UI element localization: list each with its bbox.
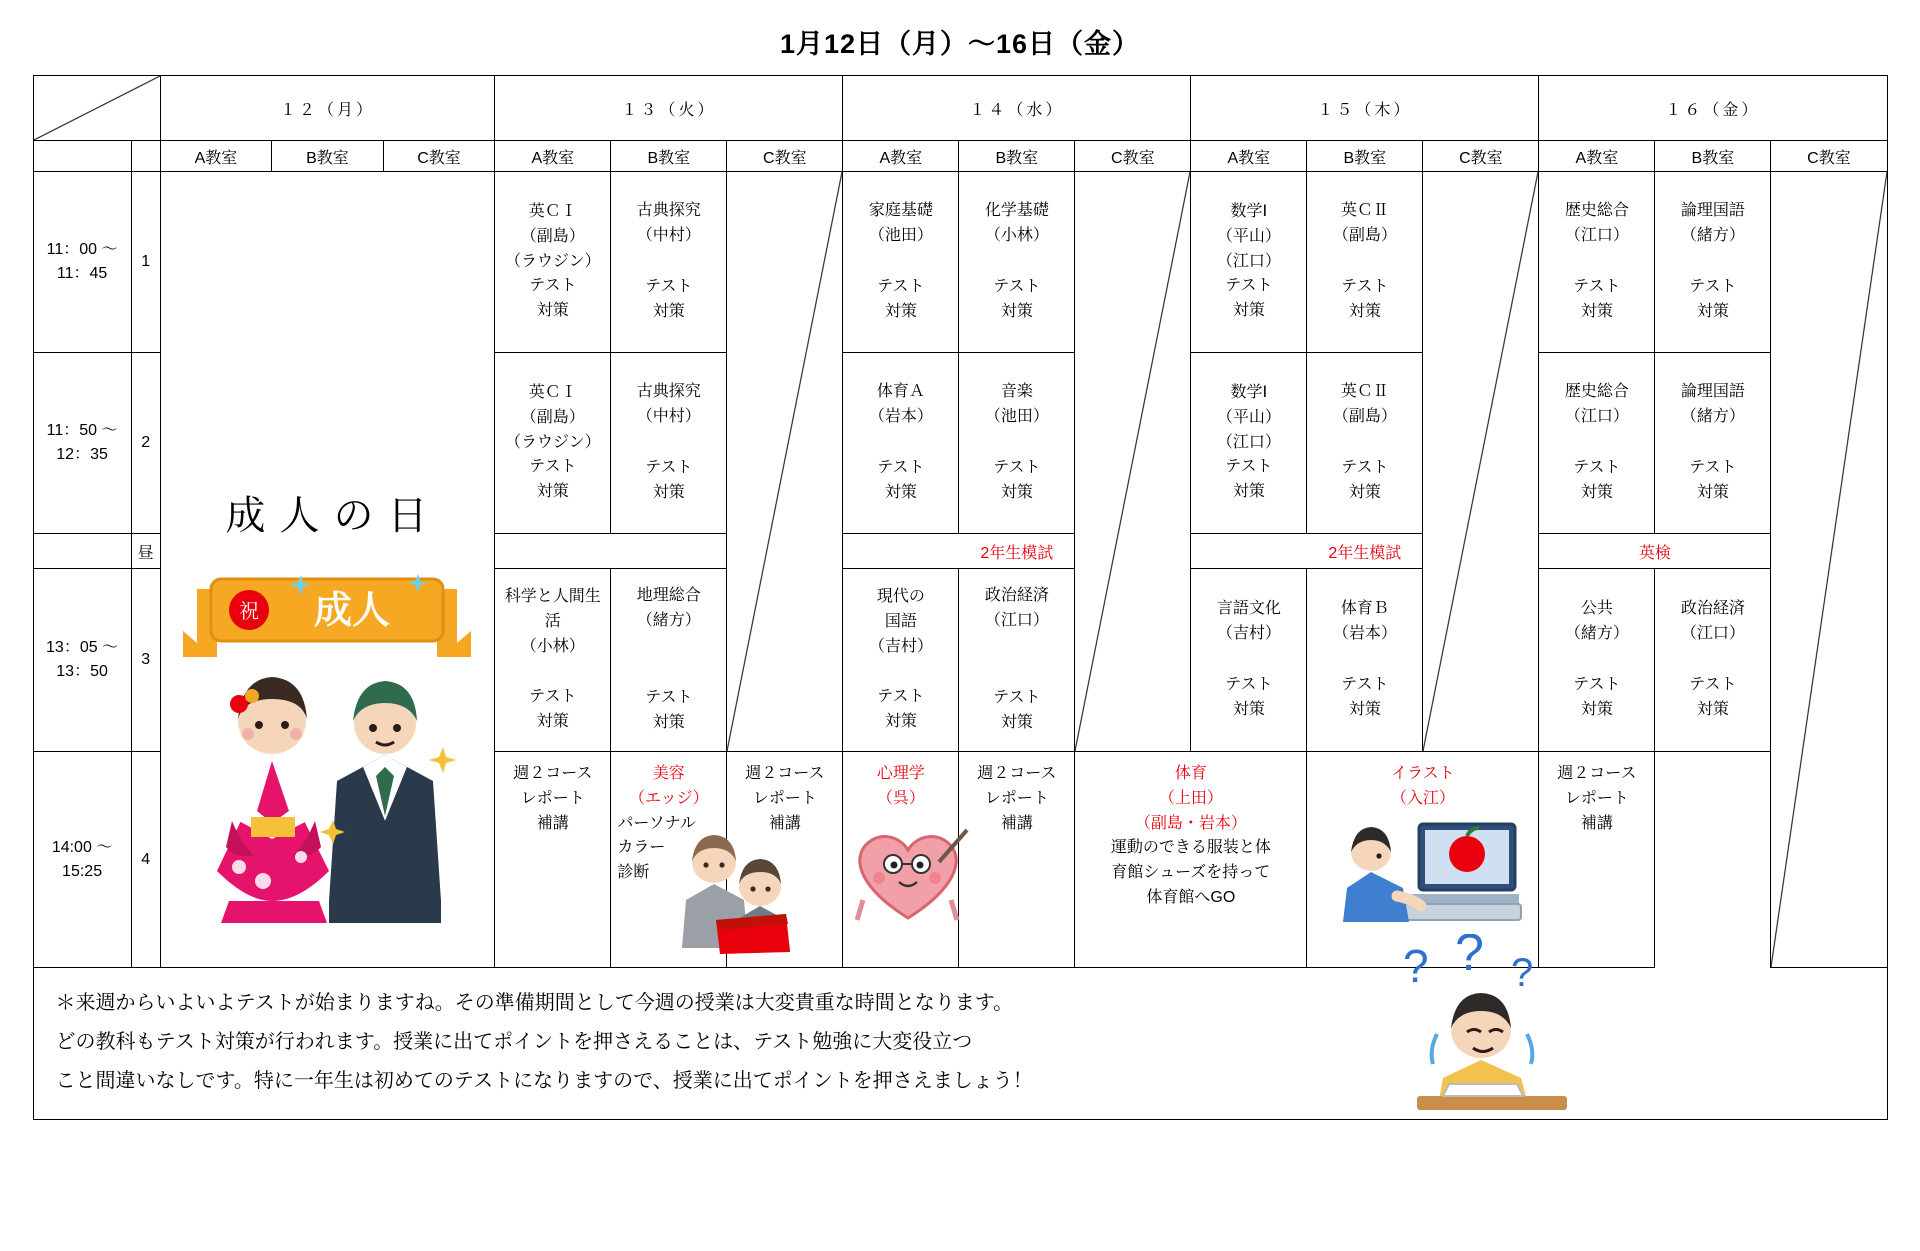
teacher2: （江口） <box>1216 252 1281 270</box>
subject: 論理国語 <box>1680 202 1745 220</box>
detail-line-1: パーソナル <box>617 814 696 832</box>
holiday-char-3: の <box>333 492 376 538</box>
spacer-1 <box>611 634 726 660</box>
course-line-1: 週２コース <box>513 765 593 782</box>
corner-cell <box>33 76 160 141</box>
class-cell-wed-b-p1 <box>959 172 1075 353</box>
course-line-1: 週２コース <box>977 765 1057 782</box>
teacher: （緒方） <box>1680 408 1745 426</box>
holiday-char-1: 成 <box>225 492 268 538</box>
test-note-2: 対策 <box>536 302 569 320</box>
test-note-2: 対策 <box>1348 483 1381 501</box>
time-period-3 <box>33 569 131 752</box>
subject: 古典探究 <box>636 202 701 220</box>
time-sep: 〜 <box>96 838 113 856</box>
day-header-fri: １６（金） <box>1539 76 1887 141</box>
spacer <box>611 249 726 275</box>
period-number-3: 3 <box>131 569 160 752</box>
day-header-wed: １４（水） <box>843 76 1191 141</box>
subject: イラスト <box>1391 765 1455 782</box>
class-cell-thu-a-p3 <box>1191 569 1307 752</box>
room-tue-b: B教室 <box>611 141 727 172</box>
class-cell-thu-b-p4 <box>1075 752 1307 968</box>
room-fri-c: C教室 <box>1771 141 1887 172</box>
period-number-4: 4 <box>131 752 160 968</box>
teacher: （岩本） <box>868 408 933 426</box>
detail-line-3: 体育館へGO <box>1146 888 1236 906</box>
psychology-heart-illustration <box>843 816 958 926</box>
spacer <box>1307 249 1422 275</box>
room-header-blank-num <box>131 141 160 172</box>
test-note-1: テスト <box>645 278 693 295</box>
teacher: （江口） <box>1564 408 1629 426</box>
subject: 化学基礎 <box>984 202 1049 220</box>
course-line-2: レポート <box>984 789 1049 807</box>
test-note-1: テスト <box>877 278 925 295</box>
course-line-1: 週２コース <box>1557 765 1637 782</box>
teacher: （岩本） <box>1332 625 1397 643</box>
teacher2: （江口） <box>1216 433 1281 451</box>
test-note-1: テスト <box>1225 277 1273 295</box>
test-note-2: 対策 <box>1000 483 1033 501</box>
holiday-char-4: 日 <box>387 492 430 538</box>
subject: 英ＣⅡ <box>1340 202 1389 220</box>
exam-banner-wed: 2年生模試 <box>843 534 1191 569</box>
class-cell-wed-a-p2 <box>843 353 959 534</box>
exam-banner-fri: 英検 <box>1539 534 1771 569</box>
teacher: （江口） <box>1564 227 1629 245</box>
teacher: （呉） <box>876 789 925 807</box>
illustration-class-illustration <box>1307 816 1538 926</box>
day-header-mon: １２（月） <box>160 76 495 141</box>
course-line-3: 補講 <box>1580 814 1613 832</box>
class-cell-wed-b-p2 <box>959 353 1075 534</box>
test-note-2: 対策 <box>1000 713 1033 731</box>
test-note-2: 対策 <box>1696 700 1729 718</box>
subject-line-2: 活 <box>544 612 561 630</box>
spacer <box>843 659 958 685</box>
class-cell-fri-a-p2 <box>1539 353 1655 534</box>
holiday-char-2: 人 <box>279 492 322 538</box>
test-note-2: 対策 <box>652 713 685 731</box>
subject: 英ＣⅠ <box>528 203 577 220</box>
coming-of-age-illustration <box>161 571 495 701</box>
class-cell-tue-b-p2 <box>611 353 727 534</box>
time-period-4 <box>33 752 131 968</box>
teacher: （江口） <box>1680 625 1745 643</box>
day-header-tue: １３（火） <box>495 76 843 141</box>
teacher2: （ラウジン） <box>505 433 601 451</box>
test-note-1: テスト <box>1341 676 1389 693</box>
time-sep: 〜 <box>101 422 118 439</box>
teacher: （緒方） <box>1564 625 1629 643</box>
test-note-2: 対策 <box>1232 302 1265 320</box>
spacer <box>959 430 1074 456</box>
subject-line-1: 現代の <box>876 588 925 605</box>
teacher: （小林） <box>984 227 1049 245</box>
test-note-1: テスト <box>1573 459 1621 476</box>
course-line-3: 補講 <box>768 814 801 832</box>
empty-cell-fri-c <box>1771 172 1887 968</box>
teacher: （緒方） <box>636 612 701 630</box>
time-start: 11：00 <box>46 241 98 258</box>
class-cell-thu-a-p4 <box>959 752 1075 968</box>
test-note-1: テスト <box>529 458 577 476</box>
test-note-1: テスト <box>1225 458 1273 476</box>
class-cell-fri-a-p1 <box>1539 172 1655 353</box>
test-note-1: テスト <box>1341 278 1389 295</box>
subject: 心理学 <box>876 765 925 782</box>
exam-banner-thu: 2年生模試 <box>1191 534 1539 569</box>
class-cell-tue-a-p3 <box>495 569 611 752</box>
time-end: 13：50 <box>56 663 108 680</box>
empty-cell-tue-c <box>727 172 843 752</box>
subject: 数学Ⅰ <box>1230 203 1268 220</box>
room-fri-b: B教室 <box>1655 141 1771 172</box>
teacher: （上田） <box>1158 789 1223 807</box>
test-note-2: 対策 <box>536 483 569 501</box>
header-row-days <box>33 76 1887 141</box>
time-end: 11：45 <box>56 265 108 282</box>
room-thu-a: A教室 <box>1191 141 1307 172</box>
note-line-3: こと間違いなしです。特に一年生は初めてのテストになりますので、授業に出てポイントを押さえましょう！ <box>55 1070 1033 1092</box>
test-note-2: 対策 <box>884 483 917 501</box>
course-line-3: 補講 <box>536 814 569 832</box>
teacher: （平山） <box>1216 227 1281 245</box>
detail-line-1: 運動のできる服装と体 <box>1110 839 1271 857</box>
test-note-2: 対策 <box>1580 483 1613 501</box>
holiday-cell-coming-of-age-day <box>160 172 495 968</box>
spacer-1 <box>959 634 1074 660</box>
teacher: （エッジ） <box>628 789 709 807</box>
test-note-2: 対策 <box>1232 700 1265 718</box>
spacer <box>1307 647 1422 673</box>
course-line-1: 週２コース <box>745 765 825 782</box>
period-number-1: 1 <box>131 172 160 353</box>
period-number-2: 2 <box>131 353 160 534</box>
subject-line-1: 科学と人間生 <box>504 588 601 605</box>
svg-text:祝: 祝 <box>239 600 260 623</box>
test-note-1: テスト <box>877 459 925 476</box>
subject: 体育Ａ <box>876 383 925 401</box>
class-cell-tue-b-p1 <box>611 172 727 353</box>
spacer <box>1655 249 1770 275</box>
test-note-1: テスト <box>645 459 693 476</box>
subject: 数学Ⅰ <box>1230 384 1268 401</box>
subject: 英ＣⅡ <box>1340 383 1389 401</box>
class-cell-fri-b-p3 <box>1655 569 1771 752</box>
spacer <box>1539 249 1654 275</box>
class-cell-wed-a-p1 <box>843 172 959 353</box>
class-cell-fri-b-p1 <box>1655 172 1771 353</box>
class-cell-tue-b-p3 <box>611 569 727 752</box>
class-cell-fri-a-p3 <box>1539 569 1655 752</box>
test-note-1: テスト <box>529 277 577 295</box>
subject: 地理総合 <box>636 587 701 605</box>
test-note-2: 対策 <box>884 302 917 320</box>
subject: 政治経済 <box>984 587 1049 605</box>
spacer <box>843 430 958 456</box>
test-note-2: 対策 <box>652 302 685 320</box>
class-cell-thu-a-p1 <box>1191 172 1307 353</box>
class-cell-tue-a-p4 <box>495 752 611 968</box>
subject: 英ＣⅠ <box>528 384 577 401</box>
spacer <box>843 249 958 275</box>
test-note-1: テスト <box>1689 278 1737 295</box>
subject: 美容 <box>652 765 685 782</box>
teacher: （中村） <box>636 408 701 426</box>
test-note-1: テスト <box>1689 676 1737 693</box>
spacer <box>959 249 1074 275</box>
test-note-1: テスト <box>1225 676 1273 693</box>
subject: 古典探究 <box>636 383 701 401</box>
teacher: （副島） <box>1332 408 1397 426</box>
course-line-2: レポート <box>520 789 585 807</box>
room-header-blank-time <box>33 141 131 172</box>
spacer <box>611 430 726 456</box>
spacer-2 <box>611 660 726 686</box>
room-fri-a: A教室 <box>1539 141 1655 172</box>
test-note-2: 対策 <box>1580 700 1613 718</box>
time-end: 12：35 <box>56 446 108 463</box>
teacher: （平山） <box>1216 408 1281 426</box>
class-cell-fri-b-p2 <box>1655 353 1771 534</box>
time-start: 11：50 <box>46 422 98 439</box>
svg-text:?: ? <box>1454 934 1484 982</box>
empty-cell-thu-c <box>1423 172 1539 752</box>
test-note-1: テスト <box>1689 459 1737 476</box>
beauty-illustration <box>656 828 806 967</box>
time-sep: 〜 <box>101 241 118 258</box>
spacer <box>1655 430 1770 456</box>
room-wed-c: C教室 <box>1075 141 1191 172</box>
teacher: （入江） <box>1390 789 1455 807</box>
test-note-1: テスト <box>529 688 577 706</box>
test-note-1: テスト <box>993 459 1041 476</box>
test-note-2: 対策 <box>652 483 685 501</box>
course-line-2: レポート <box>752 789 817 807</box>
note-line-2: どの教科もテスト対策が行われます。授業に出てポイントを押さえることは、テスト勉強に大変役立つ <box>55 1031 973 1053</box>
room-thu-c: C教室 <box>1423 141 1539 172</box>
teacher: （副島） <box>1332 227 1397 245</box>
test-note-1: テスト <box>993 689 1041 706</box>
room-tue-a: A教室 <box>495 141 611 172</box>
test-note-1: テスト <box>1573 676 1621 693</box>
spacer-2 <box>959 660 1074 686</box>
test-note-2: 対策 <box>1696 302 1729 320</box>
test-note-2: 対策 <box>536 713 569 731</box>
teacher2: （副島・岩本） <box>1134 814 1247 832</box>
room-wed-a: A教室 <box>843 141 959 172</box>
subject: 体育 <box>1174 765 1207 782</box>
room-tue-c: C教室 <box>727 141 843 172</box>
time-lunch <box>33 534 131 569</box>
class-cell-thu-b-p2 <box>1307 353 1423 534</box>
test-note-2: 対策 <box>884 713 917 731</box>
holiday-label <box>161 439 495 545</box>
teacher: （池田） <box>984 408 1049 426</box>
room-mon-c: C教室 <box>383 141 495 172</box>
teacher: （吉村） <box>868 637 933 655</box>
test-note-2: 対策 <box>1580 302 1613 320</box>
spacer <box>1655 647 1770 673</box>
course-line-2: レポート <box>1564 789 1629 807</box>
room-wed-b: B教室 <box>959 141 1075 172</box>
room-mon-b: B教室 <box>272 141 384 172</box>
studying-student-illustration <box>1377 934 1607 1138</box>
class-cell-wed-b-p4 <box>843 752 959 968</box>
svg-text:?: ? <box>1510 951 1533 995</box>
subject: 家庭基礎 <box>868 202 933 220</box>
room-thu-b: B教室 <box>1307 141 1423 172</box>
teacher: （副島） <box>520 408 585 426</box>
time-start: 13：05 <box>46 639 98 656</box>
class-cell-tue-b-p4 <box>611 752 727 968</box>
subject: 論理国語 <box>1680 383 1745 401</box>
svg-text:?: ? <box>1402 940 1429 992</box>
class-cell-wed-b-p3 <box>959 569 1075 752</box>
subject-line-2: 国語 <box>884 612 917 630</box>
header-row-rooms <box>33 141 1887 172</box>
time-start: 14:00 <box>51 838 92 856</box>
test-note-1: テスト <box>1573 278 1621 295</box>
course-line-3: 補講 <box>1000 814 1033 832</box>
test-note-1: テスト <box>877 688 925 706</box>
spacer <box>1539 430 1654 456</box>
schedule-table <box>33 75 1888 968</box>
spacer <box>1307 430 1422 456</box>
detail-line-2: 育館シューズを持って <box>1111 864 1271 882</box>
teacher: （吉村） <box>1216 625 1281 643</box>
period-row-1 <box>33 172 1887 353</box>
time-sep: 〜 <box>102 639 119 656</box>
room-mon-a: A教室 <box>160 141 272 172</box>
spacer <box>1539 647 1654 673</box>
spacer <box>1191 647 1306 673</box>
time-end: 15:25 <box>62 862 103 880</box>
test-note-2: 対策 <box>1000 302 1033 320</box>
time-period-1 <box>33 172 131 353</box>
class-cell-tue-a-p2 <box>495 353 611 534</box>
class-cell-wed-a-p3 <box>843 569 959 752</box>
teacher2: （ラウジン） <box>505 252 601 270</box>
subject: 公共 <box>1580 600 1613 618</box>
day-header-thu: １５（木） <box>1191 76 1539 141</box>
teacher: （副島） <box>520 227 585 245</box>
teacher: （池田） <box>868 227 933 245</box>
teacher: （中村） <box>636 227 701 245</box>
test-note-1: テスト <box>1341 459 1389 476</box>
subject: 音楽 <box>1000 383 1033 401</box>
class-cell-thu-b-p3 <box>1307 569 1423 752</box>
class-cell-thu-b-p1 <box>1307 172 1423 353</box>
note-line-1: ＊来週からいよいよテストが始まりますね。その準備期間として今週の授業は大変貴重な時間となります。 <box>55 992 1014 1014</box>
test-note-1: テスト <box>993 278 1041 295</box>
exam-banner-tue-empty <box>495 534 727 569</box>
teacher: （江口） <box>984 612 1049 630</box>
period-number-lunch: 昼 <box>131 534 160 569</box>
subject: 政治経済 <box>1680 600 1745 618</box>
detail-line-3: 診断 <box>617 864 650 882</box>
test-note-2: 対策 <box>1232 483 1265 501</box>
teacher: （緒方） <box>1680 227 1745 245</box>
spacer <box>495 659 610 685</box>
footer-note <box>33 934 1888 1120</box>
page-title: 1月12日（月）〜16日（金） <box>779 29 1141 59</box>
test-note-2: 対策 <box>1348 700 1381 718</box>
svg-text:成人: 成人 <box>314 589 391 632</box>
teacher: （小林） <box>520 637 585 655</box>
detail-line-2: カラー <box>617 839 666 857</box>
test-note-2: 対策 <box>1348 302 1381 320</box>
class-cell-thu-a-p2 <box>1191 353 1307 534</box>
subject: 言語文化 <box>1216 600 1281 618</box>
subject: 体育Ｂ <box>1340 600 1389 618</box>
test-note-2: 対策 <box>1696 483 1729 501</box>
subject: 歴史総合 <box>1564 383 1629 401</box>
subject: 歴史総合 <box>1564 202 1629 220</box>
time-period-2 <box>33 353 131 534</box>
empty-cell-wed-c <box>1075 172 1191 752</box>
test-note-1: テスト <box>645 689 693 706</box>
class-cell-tue-a-p1 <box>495 172 611 353</box>
